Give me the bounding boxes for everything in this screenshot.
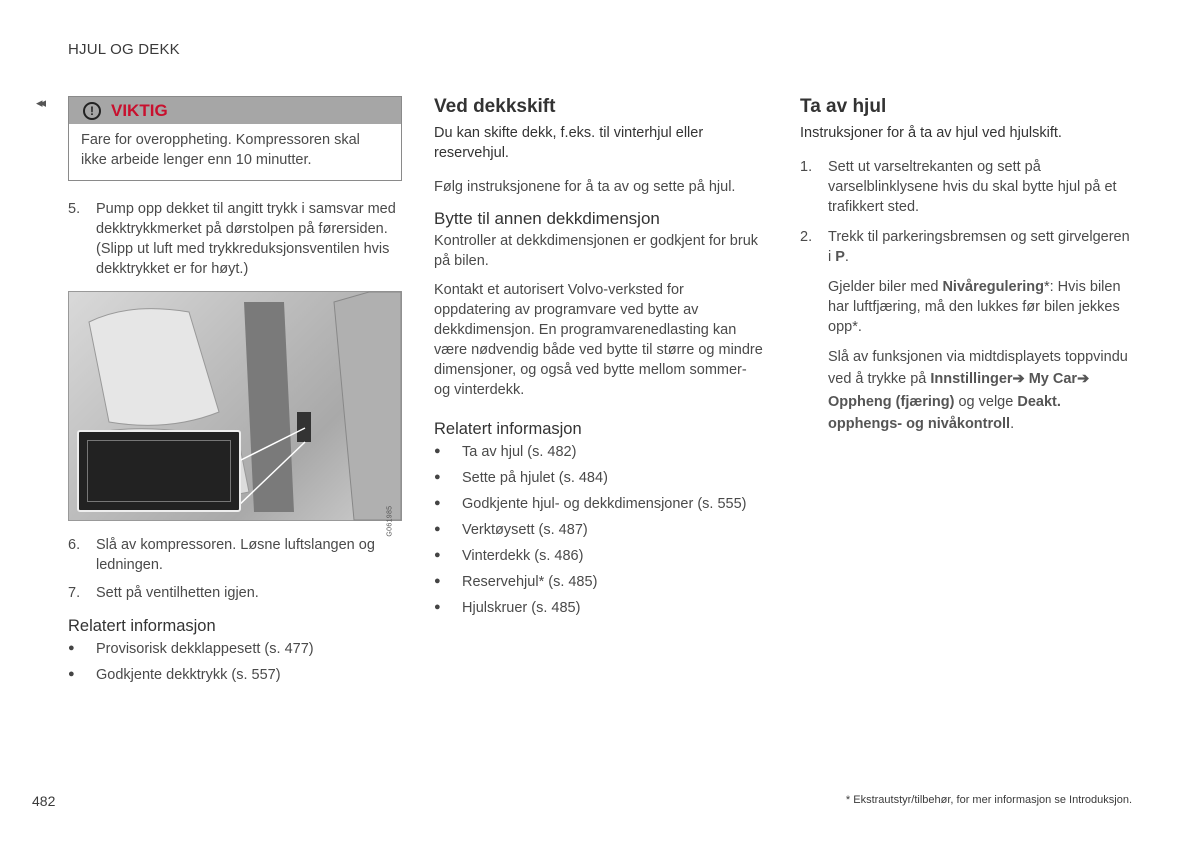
warning-title: VIKTIG (111, 100, 168, 120)
step-5 (68, 199, 402, 279)
subsection-title: Bytte til annen dekkdimensjon (434, 208, 660, 228)
column-left (68, 96, 402, 691)
column-right (800, 96, 1135, 445)
arrow-icon: ➔ (1077, 371, 1090, 388)
related-link[interactable] (434, 598, 764, 618)
paragraph: Følg instruksjonene for å ta av og sette på hjul. (434, 178, 736, 195)
bullet-icon: ● (68, 641, 75, 654)
bullet-icon: ● (434, 496, 441, 509)
paragraph: Kontakt et autorisert Volvo-verksted for oppdatering av programvare ved bytte av dekkdimensjon. En programvarenedlasting kan være nødvendig både ved bytte til større og mindre dimensjoner, og også ved bytte mellom sommer- og vinterdekk. (434, 282, 763, 399)
note-text: og velge (954, 393, 1018, 410)
step-number: 5. (68, 201, 81, 217)
step-text: Slå av kompressoren. Løsne luftslangen og ledningen. (96, 537, 375, 573)
section-lead: Instruksjoner for å ta av hjul ved hjulskift. (800, 124, 1062, 141)
related-link[interactable] (68, 639, 402, 659)
bullet-icon: ● (434, 470, 441, 483)
step-number: 1. (800, 158, 813, 175)
bullet-icon: ● (434, 444, 441, 457)
note-text: Slå av funksjonen via midtdisplayets toppvindu ved å trykke på (828, 348, 1128, 388)
bullet-icon: ● (68, 667, 75, 680)
continued-marker: ◂◂ (36, 95, 44, 110)
note-paragraph (828, 277, 1135, 337)
menu-path-suspension: Oppheng (fjæring) (828, 393, 955, 410)
related-link-text: Provisorisk dekklappesett (s. 477) (96, 640, 314, 657)
step-text: Sett ut varseltrekanten og sett på varselblinklysene hvis du skal bytte hjul på et trafikkert sted. (828, 158, 1117, 215)
related-link[interactable] (434, 546, 764, 566)
step-text: Sett på ventilhetten igjen. (96, 585, 259, 601)
related-info-list (434, 442, 764, 618)
arrow-icon: ➔ (1012, 371, 1025, 388)
step-number: 7. (68, 585, 81, 601)
feature-name: Nivåregulering (942, 278, 1044, 295)
door-pillar-photo (68, 291, 402, 537)
related-link[interactable] (434, 520, 764, 540)
menu-path-settings: Innstillinger (930, 371, 1013, 388)
warning-text: Fare for overoppheting. Kompressoren skal ikke arbeide lenger enn 10 minutter. (81, 132, 360, 168)
note-text: *: Hvis bilen har luftfjæring, må den lukkes før bilen jekkes opp*. (828, 278, 1121, 335)
related-link-text: Sette på hjulet (s. 484) (462, 469, 608, 486)
section-title: Ta av hjul (800, 96, 887, 117)
related-link-text: Godkjente dekktrykk (s. 557) (96, 666, 281, 683)
related-link-text: Vinterdekk (s. 486) (462, 547, 584, 564)
photo-code: G061985 (386, 506, 394, 537)
step-text: Pump opp dekket til angitt trykk i samsvar med dekktrykkmerket på dørstolpen på førersiden. (Slipp ut luft med trykkreduksjonsventilen hvis dekktrykket er for høyt.) (96, 201, 396, 277)
warning-header (69, 97, 401, 124)
step-7 (68, 583, 402, 603)
step-list (68, 199, 402, 279)
menu-option: Deakt. opphengs- og nivåkontroll (828, 393, 1061, 433)
section-header: HJUL OG DEKK (68, 41, 180, 58)
related-link[interactable] (434, 494, 764, 514)
gear-position: P (835, 248, 845, 265)
step-list (800, 157, 1135, 267)
step-6 (68, 535, 402, 575)
note-text: . (1010, 416, 1015, 433)
step-list-2 (68, 535, 402, 603)
related-link-text: Ta av hjul (s. 482) (462, 443, 577, 460)
related-info-list (68, 639, 402, 685)
related-link[interactable] (68, 665, 402, 685)
page-number: 482 (32, 793, 56, 809)
related-link-text: Verktøysett (s. 487) (462, 521, 588, 538)
step-text-part: Trekk til parkeringsbremsen og sett girvelgeren i (828, 228, 1130, 265)
tire-pressure-label-grid (87, 440, 231, 502)
step-1 (800, 157, 1135, 217)
note-paragraph (828, 346, 1135, 436)
step-number: 6. (68, 537, 81, 553)
note-text: Gjelder biler med (828, 278, 943, 295)
bullet-icon: ● (434, 548, 441, 561)
column-middle (434, 96, 764, 624)
related-info-heading: Relatert informasjon (68, 617, 216, 635)
step-number: 2. (800, 228, 813, 245)
related-info-heading: Relatert informasjon (434, 420, 582, 439)
step-text-part: . (844, 248, 849, 265)
related-link[interactable] (434, 572, 764, 592)
section-lead: Du kan skifte dekk, f.eks. til vinterhjul eller reservehjul. (434, 124, 704, 161)
related-link-text: Godkjente hjul- og dekkdimensjoner (s. 555) (462, 495, 747, 512)
tire-pressure-label (77, 430, 241, 512)
related-link-text: Reservehjul* (s. 485) (462, 573, 598, 590)
related-link[interactable] (434, 468, 764, 488)
step-text (828, 227, 1135, 267)
warning-icon: ! (83, 102, 101, 120)
related-link[interactable] (434, 442, 764, 462)
related-link-text: Hjulskruer (s. 485) (462, 599, 581, 616)
menu-path-mycar: My Car (1028, 371, 1078, 388)
bullet-icon: ● (434, 522, 441, 535)
step-2 (800, 227, 1135, 267)
warning-box (68, 96, 402, 181)
footnote: * Ekstrautstyr/tilbehør, for mer informasjon se Introduksjon. (845, 794, 1132, 806)
paragraph: Kontroller at dekkdimensjonen er godkjent for bruk på bilen. (434, 233, 759, 270)
bullet-icon: ● (434, 600, 441, 613)
bullet-icon: ● (434, 574, 441, 587)
section-title: Ved dekkskift (434, 96, 556, 117)
